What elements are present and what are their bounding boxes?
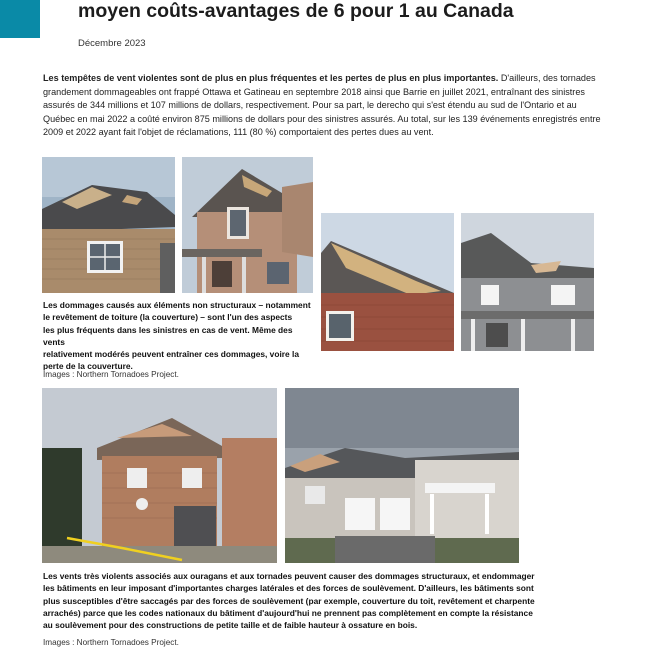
figure2-caption-line: au soulèvement pour des constructions de petite taille et de faible hauteur à ossature en bois. bbox=[43, 620, 418, 631]
figure2-caption-line: les bâtiments en leur imposant d'importantes charges latérales et des forces de soulèvement. D'ailleurs, les bâtiments sont bbox=[43, 583, 534, 594]
figure2-caption-line: plus susceptibles d'être saccagés par des forces de soulèvement (par exemple, couverture du toit, revêtement et charpente bbox=[43, 595, 535, 606]
figure1-caption-line: le revêtement de toiture (la couverture) – sont l'un des aspects bbox=[43, 312, 293, 323]
page-title: moyen coûts-avantages de 6 pour 1 au Canada bbox=[78, 0, 514, 22]
photo-townhouses-roof-uplift bbox=[285, 388, 519, 563]
intro-lead: Les tempêtes de vent violentes sont de plus en plus fréquentes et les pertes de plus en plus importantes. bbox=[43, 73, 499, 83]
intro-paragraph bbox=[43, 72, 608, 140]
figure1-caption bbox=[43, 299, 313, 373]
figure2-caption-line: Les vents très violents associés aux ouragans et aux tornades peuvent causer des dommages structuraux, et endommager bbox=[43, 571, 535, 581]
photo-exposed-roof-sheathing bbox=[321, 213, 454, 351]
figure2-credit: Images : Northern Tornadoes Project. bbox=[43, 638, 179, 647]
figure1-credit: Images : Northern Tornadoes Project. bbox=[43, 370, 179, 379]
photo-two-storey-roof-damage bbox=[182, 157, 313, 293]
intro-body: D'ailleurs, des tornades grandement dommageables ont frappé Ottawa et Gatineau en septembre 2018 ainsi que Barrie en juillet 2021, entraînant des sinistres assurés de 344 millions et 107 millions de dollars, respectivement. Pour sa part, le derecho qui s'est étendu au sud de l'Ontario et au Québec en mai 2022 a coûté environ 875 millions de dollars pour des sinistres assurés. Au total, sur les 139 événements enregistrés entre 2009 et 2022 ayant fait l'objet de réclamations, 111 (80 %) comportaient des pertes dues au vent. bbox=[43, 73, 601, 137]
figure1-caption-line: Les dommages causés aux éléments non structuraux – notamment bbox=[43, 300, 311, 310]
photo-grey-house-roof-damage bbox=[461, 213, 594, 351]
figure2-caption bbox=[43, 570, 628, 631]
figure2-caption-line: arrachés) parce que les codes nationaux du bâtiment d'aujourd'hui ne prennent pas complètement en compte la résistance bbox=[43, 607, 533, 618]
figure1-caption-line: relativement modérés peuvent entraîner ces dommages, voire la bbox=[43, 349, 300, 360]
publication-date: Décembre 2023 bbox=[78, 38, 146, 49]
accent-corner-block bbox=[0, 0, 40, 38]
photo-house-roof-torn-off bbox=[42, 388, 277, 563]
figure1-caption-line: les plus fréquents dans les sinistres en cas de vent. Même des vents bbox=[43, 324, 293, 347]
figure1-caption-line: perte de la couverture. bbox=[43, 361, 133, 372]
photo-shingle-damage-brick-house bbox=[42, 157, 175, 293]
